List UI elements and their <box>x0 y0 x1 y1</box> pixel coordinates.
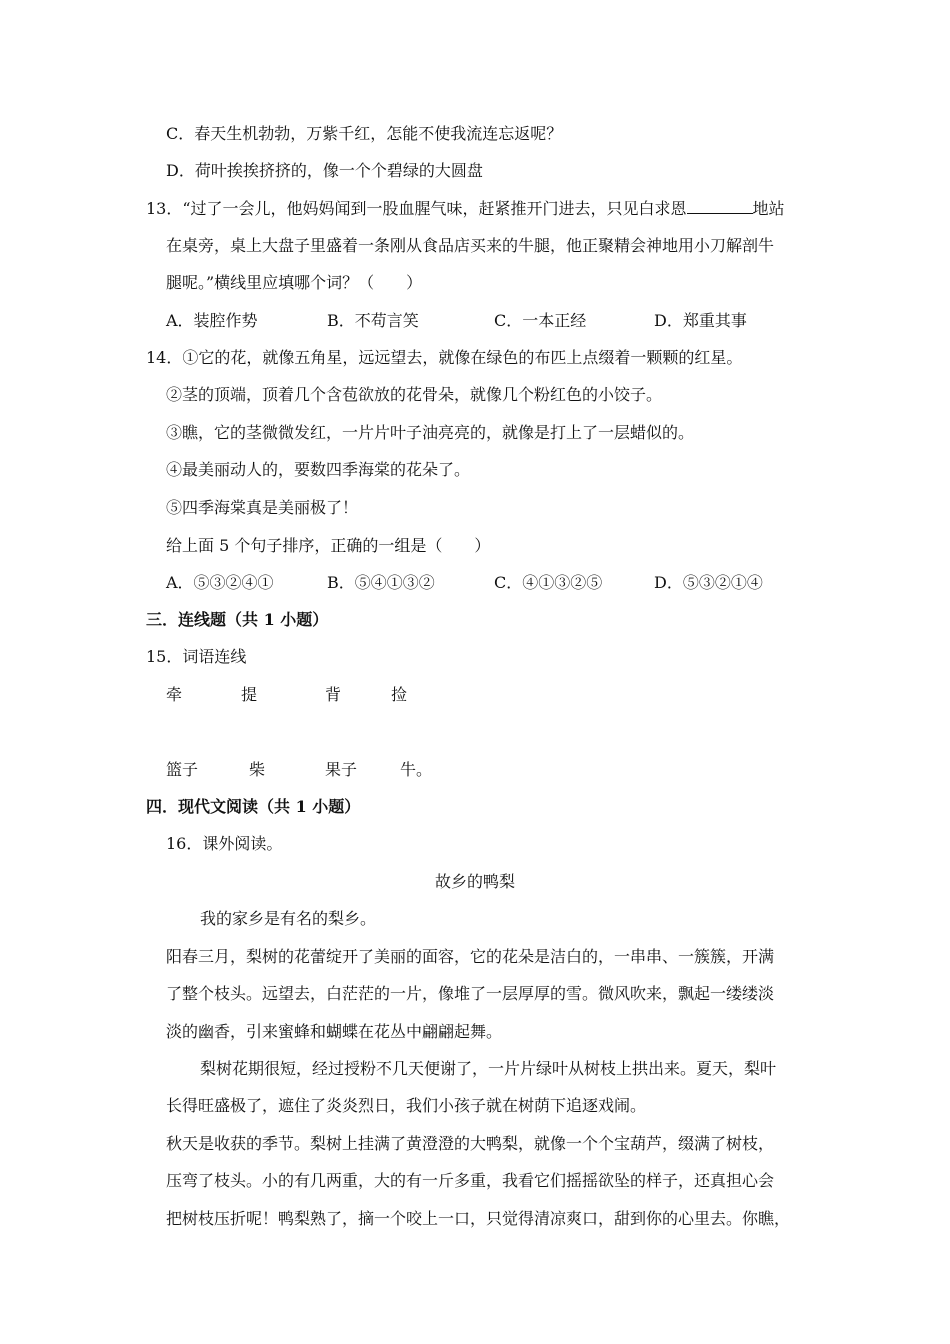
q13-option-c[interactable]: C．一本正经 <box>494 311 587 330</box>
passage-paragraph-1: 我的家乡是有名的梨乡。 <box>200 909 377 928</box>
passage-title: 故乡的鸭梨 <box>434 872 515 891</box>
passage-paragraph-3-line-2: 长得旺盛极了，遮住了炎炎烈日，我们小孩子就在树荫下追逐戏闹。 <box>166 1096 647 1115</box>
q13-stem-text-after: 地站 <box>752 199 785 218</box>
q13-answer-blank <box>687 199 753 214</box>
passage-paragraph-3-line-1: 梨树花期很短，经过授粉不几天便谢了，一片片绿叶从树枝上拱出来。夏天，梨叶 <box>200 1059 777 1078</box>
match-bottom-word-3[interactable]: 果子 <box>325 760 358 779</box>
section4-heading: 四．现代文阅读（共 1 小题） <box>146 797 361 816</box>
q14-option-b[interactable]: B．⑤④①③② <box>327 573 435 592</box>
match-top-word-2[interactable]: 提 <box>241 685 258 704</box>
passage-paragraph-4-line-1: 秋天是收获的季节。梨树上挂满了黄澄澄的大鸭梨，就像一个个宝葫芦，缀满了树枝， <box>166 1134 775 1153</box>
q14-sentence-2: ②茎的顶端，顶着几个含苞欲放的花骨朵，就像几个粉红色的小饺子。 <box>166 385 663 404</box>
q14-sentence-1: 14．①它的花，就像五角星，远远望去，就像在绿色的布匹上点缀着一颗颗的红星。 <box>146 348 743 367</box>
q16-stem: 16．课外阅读。 <box>166 834 283 853</box>
q14-option-c[interactable]: C．④①③②⑤ <box>494 573 603 592</box>
match-bottom-word-1[interactable]: 篮子 <box>166 760 199 779</box>
q13-option-d[interactable]: D．郑重其事 <box>654 311 747 330</box>
passage-paragraph-4-line-3: 把树枝压折呢！鸭梨熟了，摘一个咬上一口，只觉得清凉爽口，甜到你的心里去。你瞧， <box>166 1209 791 1228</box>
passage-paragraph-2-line-2: 了整个枝头。远望去，白茫茫的一片，像堆了一层厚厚的雪。微风吹来，飘起一缕缕淡 <box>166 984 775 1003</box>
section3-heading: 三．连线题（共 1 小题） <box>146 610 329 629</box>
passage-paragraph-4-line-2: 压弯了枝头。小的有几两重，大的有一斤多重，我看它们摇摇欲坠的样子，还真担心会 <box>166 1171 775 1190</box>
q14-question: 给上面 5 个句子排序，正确的一组是（ ） <box>166 536 491 555</box>
q12-option-d[interactable]: D．荷叶挨挨挤挤的，像一个个碧绿的大圆盘 <box>166 161 483 180</box>
match-bottom-word-2[interactable]: 柴 <box>249 760 266 779</box>
q13-stem-line1 <box>146 198 785 220</box>
match-top-word-4[interactable]: 捡 <box>391 685 408 704</box>
q14-sentence-4: ④最美丽动人的，要数四季海棠的花朵了。 <box>166 460 471 479</box>
q13-option-a[interactable]: A．装腔作势 <box>166 311 258 330</box>
q13-stem-line2: 在桌旁，桌上大盘子里盛着一条刚从食品店买来的牛腿，他正聚精会神地用小刀解剖牛 <box>166 236 775 255</box>
match-top-word-1[interactable]: 牵 <box>166 685 183 704</box>
q14-option-a[interactable]: A．⑤③②④① <box>166 573 274 592</box>
q14-sentence-5: ⑤四季海棠真是美丽极了！ <box>166 498 359 517</box>
match-top-word-3[interactable]: 背 <box>325 685 342 704</box>
passage-paragraph-2-line-1: 阳春三月，梨树的花蕾绽开了美丽的面容，它的花朵是洁白的，一串串、一簇簇，开满 <box>166 947 775 966</box>
q13-stem-text: 13．“过了一会儿，他妈妈闻到一股血腥气味，赶紧推开门进去，只见白求恩 <box>146 199 687 218</box>
q14-option-d[interactable]: D．⑤③②①④ <box>654 573 763 592</box>
match-bottom-word-4[interactable]: 牛。 <box>400 760 433 779</box>
q12-option-c[interactable]: C．春天生机勃勃，万紫千红，怎能不使我流连忘返呢？ <box>166 124 563 143</box>
q13-stem-line3: 腿呢。”横线里应填哪个词？（ ） <box>166 273 423 292</box>
passage-paragraph-2-line-3: 淡的幽香，引来蜜蜂和蝴蝶在花丛中翩翩起舞。 <box>166 1022 503 1041</box>
q15-stem: 15．词语连线 <box>146 647 247 666</box>
q14-sentence-3: ③瞧，它的茎微微发红，一片片叶子油亮亮的，就像是打上了一层蜡似的。 <box>166 423 695 442</box>
q13-option-b[interactable]: B．不苟言笑 <box>327 311 419 330</box>
